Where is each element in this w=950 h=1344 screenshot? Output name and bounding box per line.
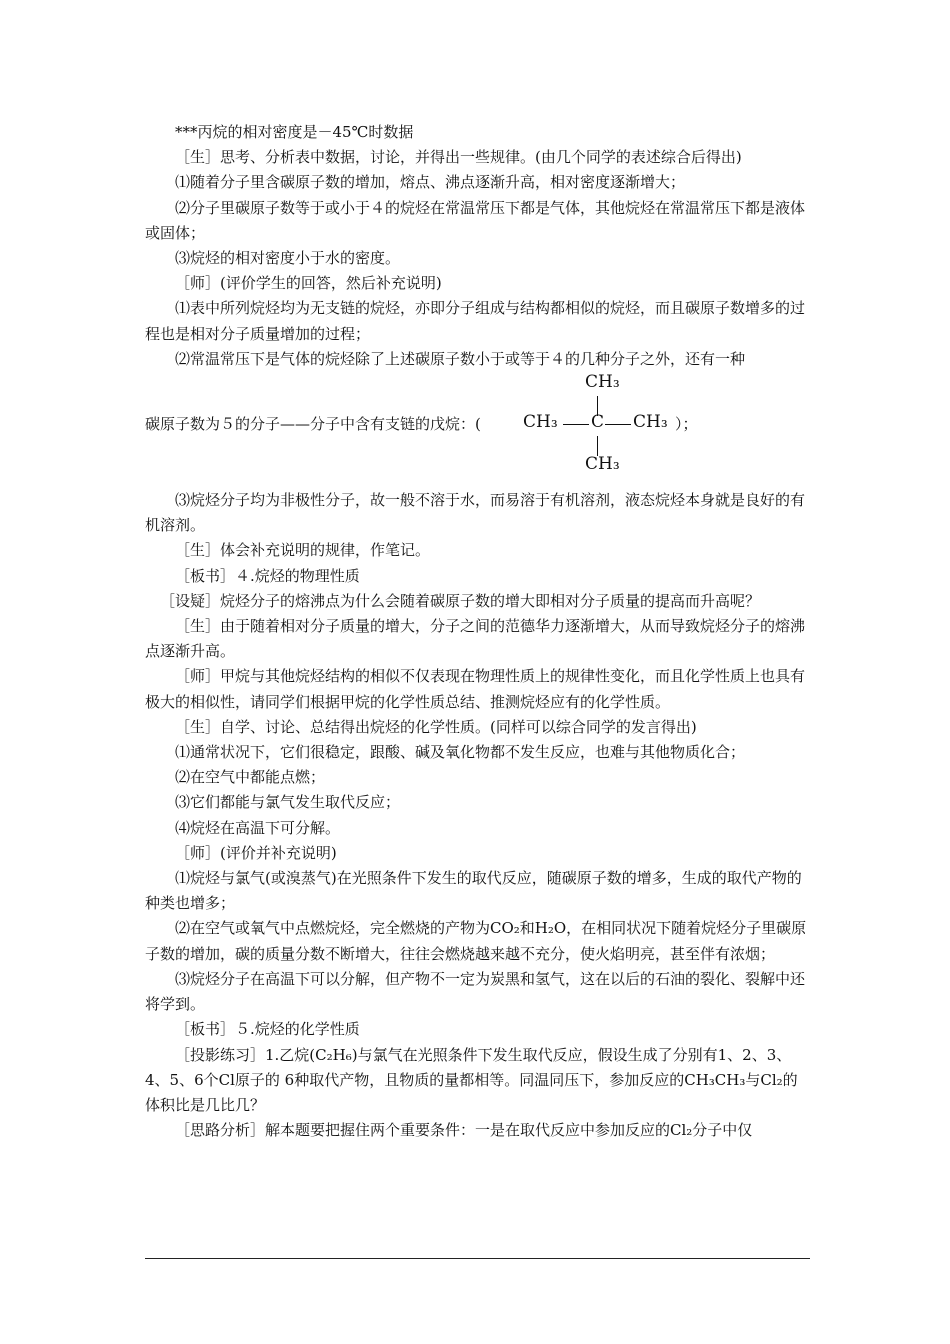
paragraph: ⑷烷烃在高温下可分解。	[175, 818, 341, 837]
paragraph: ⑵常温常压下是气体的烷烃除了上述碳原子数小于或等于４的几种分子之外，还有一种	[175, 349, 746, 368]
formula-tail-text: ）；	[675, 415, 698, 434]
paragraph: ［生］思考、分析表中数据，讨论，并得出一些规律。(由几个同学的表述综合后得出)	[175, 148, 742, 167]
paragraph: ［设疑］烷烃分子的熔沸点为什么会随着碳原子数的增大即相对分子质量的提高而升高呢？	[160, 591, 761, 610]
formula-top-group: CH₃	[585, 372, 620, 393]
paragraph: ⑶烷烃分子均为非极性分子，故一般不溶于水，而易溶于有机溶剂，液态烷烃本身就是良好的有机溶剂。	[145, 491, 806, 535]
formula-left-group: CH₃	[523, 412, 558, 433]
paragraph: ⑵在空气或氧气中点燃烷烃，完全燃烧的产物为CO₂和H₂O，在相同状况下随着烷烃分子里碳原子数的增加，碳的质量分数不断增大，往往会燃烧越来越不充分，使火焰明亮，甚至伴有浓烟；	[145, 919, 807, 963]
formula-bottom-group: CH₃	[585, 454, 620, 475]
paragraph: ⑵在空气中都能点燃；	[175, 768, 326, 787]
paragraph: ［投影练习］1.乙烷(C₂H₆)与氯气在光照条件下发生取代反应，假设生成了分别有1、2、3、4、5、6个Cl原子的 6种取代产物，且物质的量都相等。同温同压下，参加反应的CH₃CH₃与Cl₂的体积比是几比几？	[145, 1045, 798, 1114]
formula-right-group: CH₃	[633, 412, 668, 433]
paragraph: ［生］自学、讨论、总结得出烷烃的化学性质。(同样可以综合同学的发言得出)	[175, 717, 697, 736]
paragraph: ⑴表中所列烷烃均为无支链的烷烃，亦即分子组成与结构都相似的烷烃，而且碳原子数增多的过程也是相对分子质量增加的过程；	[145, 299, 806, 343]
paragraph: ［师］(评价学生的回答，然后补充说明)	[175, 274, 442, 293]
paragraph: ［思路分析］解本题要把握住两个重要条件：一是在取代反应中参加反应的Cl₂分子中仅	[175, 1121, 753, 1140]
formula-bond-bottom	[597, 436, 598, 456]
footer-rule	[145, 1258, 810, 1259]
paragraph: ***丙烷的相对密度是－45℃时数据	[175, 123, 414, 141]
paragraph: ⑴随着分子里含碳原子数的增加，熔点、沸点逐渐升高，相对密度逐渐增大；	[175, 173, 686, 192]
structural-formula	[145, 372, 810, 478]
paragraph: ⑶烷烃的相对密度小于水的密度。	[175, 249, 401, 268]
paragraph: ⑶它们都能与氯气发生取代反应；	[175, 793, 401, 812]
formula-bond-right	[605, 424, 631, 425]
paragraph: ⑶烷烃分子在高温下可以分解，但产物不一定为炭黑和氢气，这在以后的石油的裂化、裂解中还将学到。	[145, 969, 806, 1014]
paragraph: ［板书］５.烷烃的化学性质	[175, 1020, 360, 1039]
document-body	[145, 120, 810, 1143]
paragraph: ［板书］４.烷烃的物理性质	[175, 566, 360, 585]
paragraph: ⑴通常状况下，它们很稳定，跟酸、碱及氧化物都不发生反应，也难与其他物质化合；	[175, 743, 746, 762]
formula-bond-left	[563, 424, 589, 425]
formula-center-atom: C	[591, 412, 605, 433]
paragraph: ⑴烷烃与氯气(或溴蒸气)在光照条件下发生的取代反应，随碳原子数的增多，生成的取代产物的种类也增多；	[145, 869, 802, 913]
paragraph: ［生］体会补充说明的规律，作笔记。	[175, 541, 431, 560]
paragraph: ［师］甲烷与其他烷烃结构的相似不仅表现在物理性质上的规律性变化，而且化学性质上也具有极大的相似性，请同学们根据甲烷的化学性质总结、推测烷烃应有的化学性质。	[145, 667, 806, 711]
paragraph: ［生］由于随着相对分子质量的增大，分子之间的范德华力逐渐增大，从而导致烷烃分子的熔沸点逐渐升高。	[145, 617, 806, 661]
paragraph: ［师］(评价并补充说明)	[175, 843, 337, 862]
paragraph: ⑵分子里碳原子数等于或小于４的烷烃在常温常压下都是气体，其他烷烃在常温常压下都是液体或固体；	[145, 198, 806, 242]
formula-lead-text: 碳原子数为５的分子——分子中含有支链的戊烷：(	[145, 415, 481, 434]
